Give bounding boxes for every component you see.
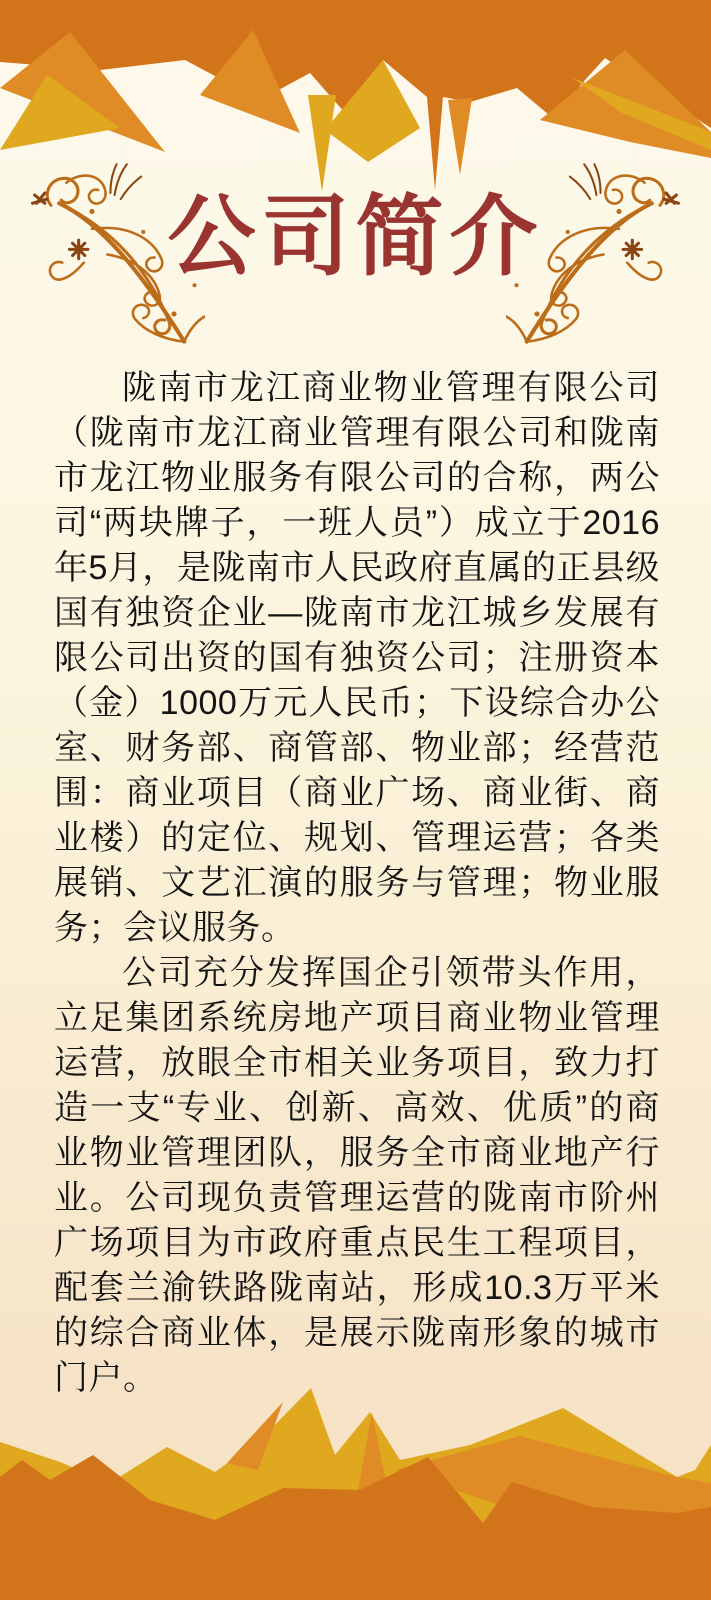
mountain-bottom-decoration: [0, 1380, 711, 1600]
top-medium-orange-spike: [448, 98, 472, 175]
company-intro-paragraph-1: 陇南市龙江商业物业管理有限公司（陇南市龙江商业管理有限公司和陇南市龙江物业服务有限公司的合称，两公司“两块牌子，一班人员”）成立于2016年5月，是陇南市人民政府直属的正县级国有独资企业—陇南市龙江城乡发展有限公司出资的国有独资公司；注册资本（金）1000万元人民币；下设综合办公室、财务部、商管部、物业部；经营范围：商业项目（商业广场、商业街、商业楼）的定位、规划、管理运营；各类展销、文艺汇演的服务与管理；物业服务；会议服务。: [54, 369, 660, 947]
company-intro-text: [54, 366, 660, 1401]
page-title: 公司简介: [167, 187, 544, 286]
company-intro-paragraph-2: 公司充分发挥国企引领带头作用，立足集团系统房地产项目商业物业管理运营，放眼全市相关业务项目，致力打造一支“专业、创新、高效、优质”的商业物业管理团队，服务全市商业地产行业。公司现负责管理运营的陇南市阶州广场项目为市政府重点民生工程项目，配套兰渝铁路陇南站，形成10.3万平米的综合商业体，是展示陇南形象的城市门户。: [54, 954, 660, 1397]
top-gold-spike: [308, 95, 336, 192]
